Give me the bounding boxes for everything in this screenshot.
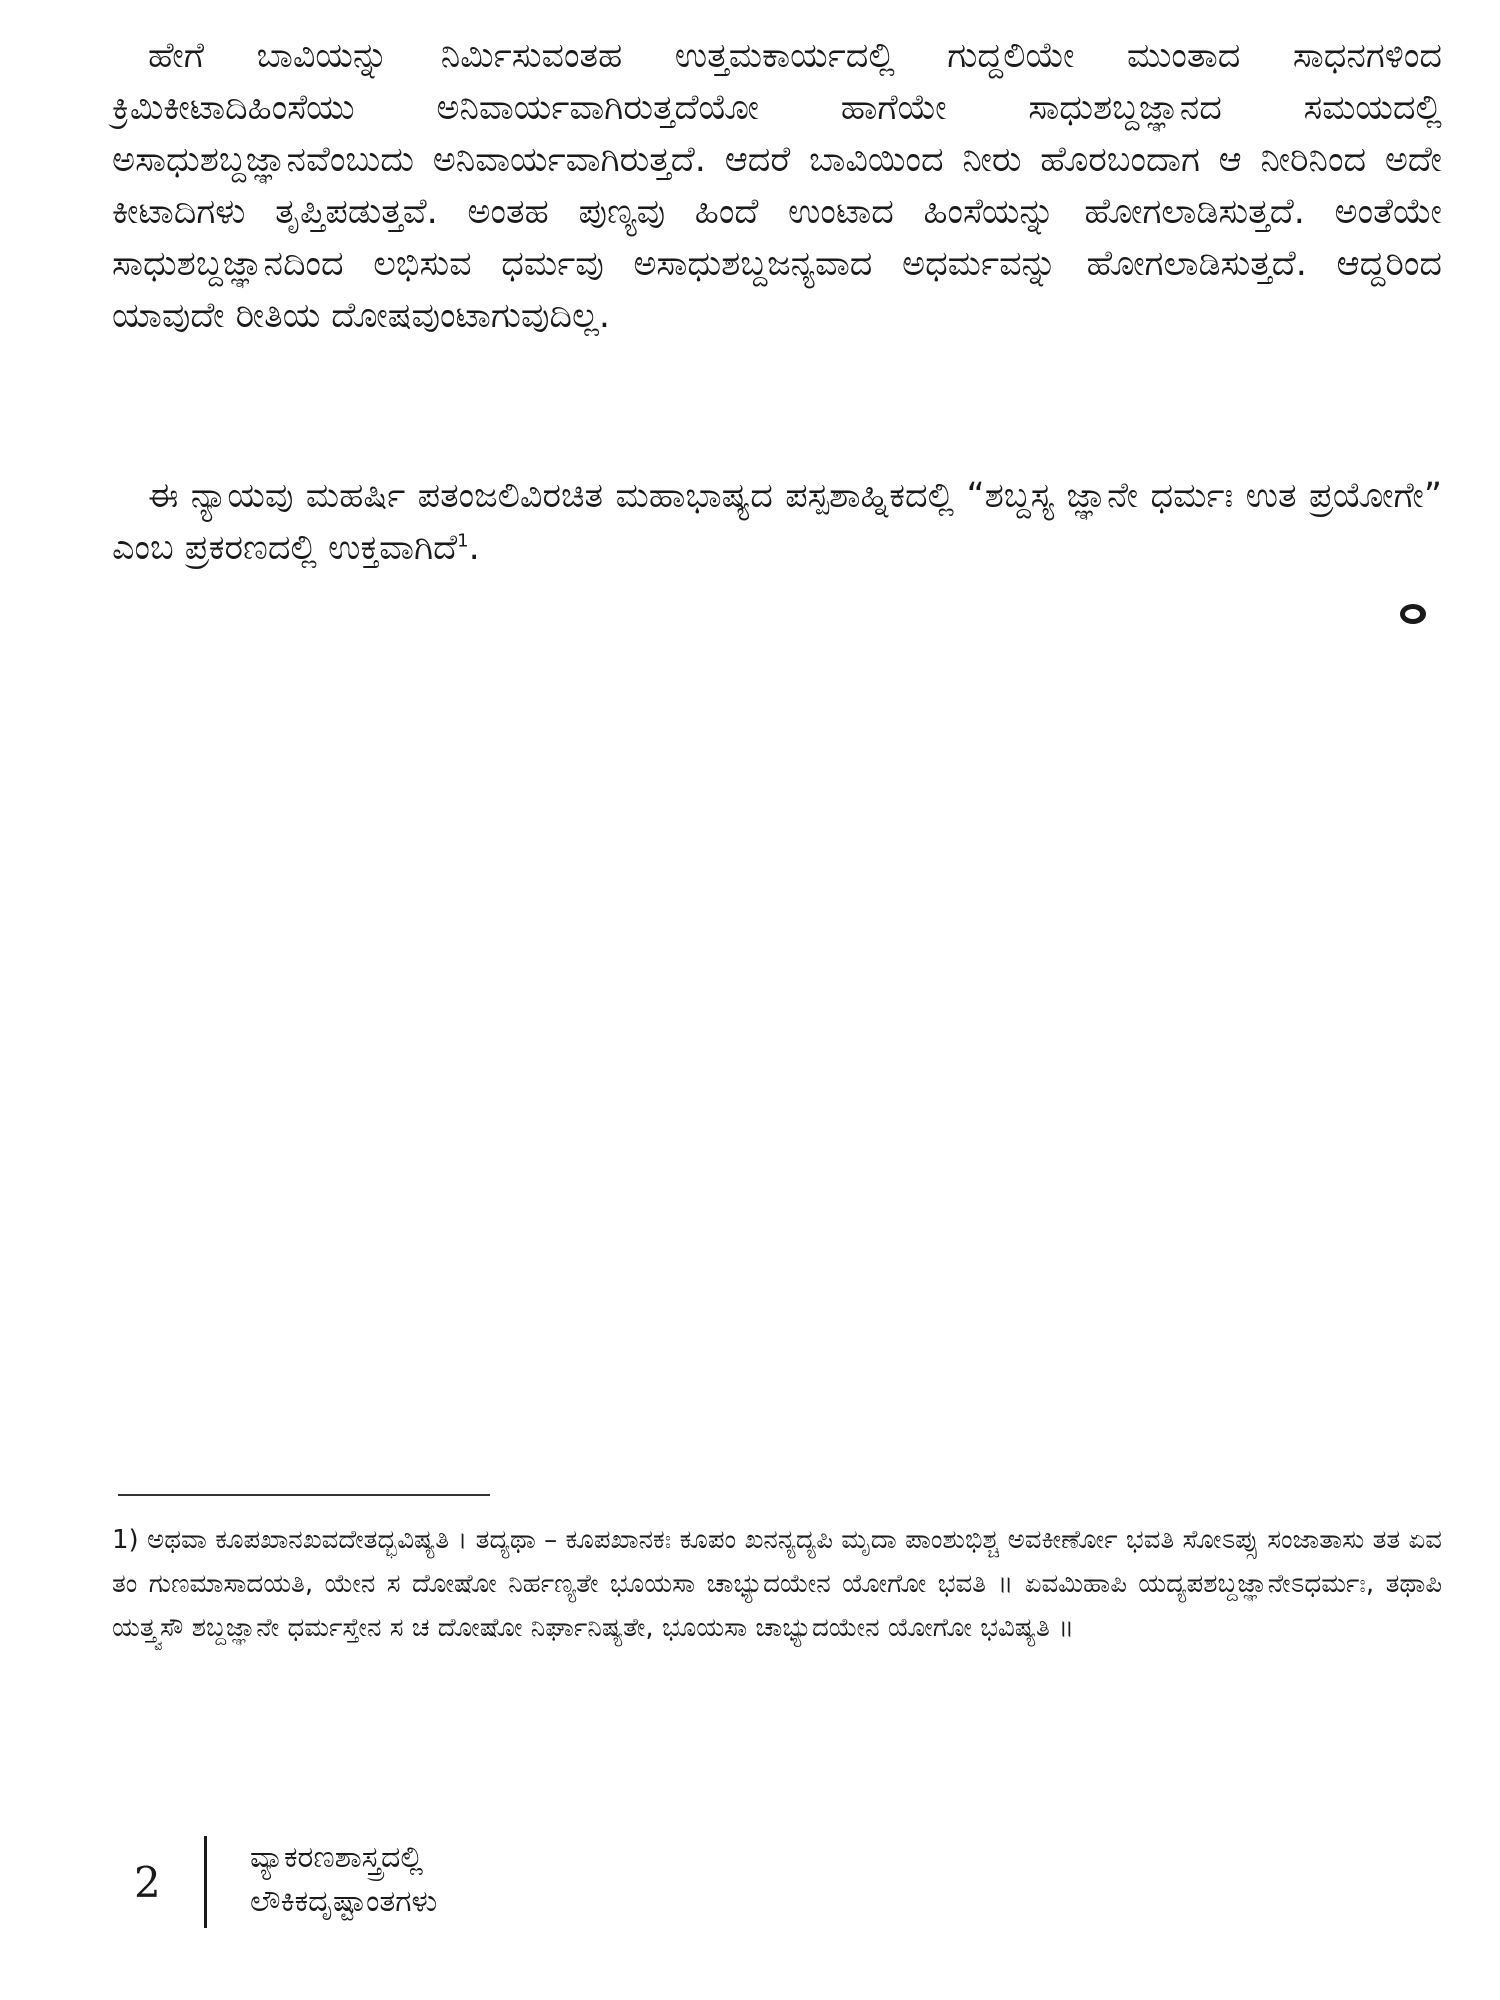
body-paragraph-2-text: ಈ ನ್ಯಾಯವು ಮಹರ್ಷಿ ಪತಂಜಲಿವಿರಚಿತ ಮಹಾಭಾಷ್ಯದ ಪಸ್ಪಶಾಹ್ನಿಕದಲ್ಲಿ “ಶಬ್ದಸ್ಯ ಜ್ಞಾನೇ ಧರ್ಮಃ ಉತ ಪ್ರಯೋಗೇ” ಎಂಬ ಪ್ರಕರಣದಲ್ಲಿ ಉಕ್ತವಾಗಿದೆ	[112, 476, 1442, 568]
folio-divider	[204, 1836, 207, 1928]
footnote-divider	[118, 1494, 490, 1496]
running-title	[250, 1836, 437, 1924]
body-paragraph-2	[112, 470, 1442, 574]
page-number: 2	[134, 1858, 161, 1907]
footnote-reference: 1	[457, 530, 469, 552]
footnote: 1) ಅಥವಾ ಕೂಪಖಾನಖವದೇತದ್ಭವಿಷ್ಯತಿ । ತದ್ಯಥಾ – ಕೂಪಖಾನಕಃ ಕೂಪಂ ಖನನ್ಯದ್ಯಪಿ ಮೃದಾ ಪಾಂಶುಭಿಶ್ಚ ಅವಕೀರ್ಣೋ ಭವತಿ ಸೋಽಪ್ಸು ಸಂಜಾತಾಸು ತತ ಏವ ತಂ ಗುಣಮಾಸಾದಯತಿ, ಯೇನ ಸ ದೋಷೋ ನಿರ್ಹಣ್ಯತೇ ಭೂಯಸಾ ಚಾಭ್ಯುದಯೇನ ಯೋಗೋ ಭವತಿ ॥ ಏವಮಿಹಾಪಿ ಯದ್ಯಪಶಬ್ದಜ್ಞಾನೇಽಧರ್ಮಃ, ತಥಾಪಿ ಯತ್ತ್ವಸೌ ಶಬ್ದಜ್ಞಾನೇ ಧರ್ಮಸ್ತೇನ ಸ ಚ ದೋಷೋ ನಿರ್ಘಾನಿಷ್ಯತೇ, ಭೂಯಸಾ ಚಾಭ್ಯುದಯೇನ ಯೋಗೋ ಭವಿಷ್ಯತಿ ॥	[112, 1525, 1442, 1643]
body-paragraph-2-end: .	[468, 528, 480, 568]
body-paragraph-1: ಹೇಗೆ ಬಾವಿಯನ್ನು ನಿರ್ಮಿಸುವಂತಹ ಉತ್ತಮಕಾರ್ಯದಲ್ಲಿ ಗುದ್ದಲಿಯೇ ಮುಂತಾದ ಸಾಧನಗಳಿಂದ ಕ್ರಿಮಿಕೀಟಾದಿಹಿಂಸೆಯು ಅನಿವಾರ್ಯವಾಗಿರುತ್ತದೆಯೋ ಹಾಗೆಯೇ ಸಾಧುಶಬ್ದಜ್ಞಾನದ ಸಮಯದಲ್ಲಿ ಅಸಾಧುಶಬ್ದಜ್ಞಾನವೆಂಬುದು ಅನಿವಾರ್ಯವಾಗಿರುತ್ತದೆ. ಆದರೆ ಬಾವಿಯಿಂದ ನೀರು ಹೊರಬಂದಾಗ ಆ ನೀರಿನಿಂದ ಅದೇ ಕೀಟಾದಿಗಳು ತೃಪ್ತಿಪಡುತ್ತವೆ. ಅಂತಹ ಪುಣ್ಯವು ಹಿಂದೆ ಉಂಟಾದ ಹಿಂಸೆಯನ್ನು ಹೋಗಲಾಡಿಸುತ್ತದೆ. ಅಂತೆಯೇ ಸಾಧುಶಬ್ದಜ್ಞಾನದಿಂದ ಲಭಿಸುವ ಧರ್ಮವು ಅಸಾಧುಶಬ್ದಜನ್ಯವಾದ ಅಧರ್ಮವನ್ನು ಹೋಗಲಾಡಿಸುತ್ತದೆ. ಆದ್ದರಿಂದ ಯಾವುದೇ ರೀತಿಯ ದೋಷವುಂಟಾಗುವುದಿಲ್ಲ.	[112, 36, 1442, 336]
running-title-line-1: ವ್ಯಾಕರಣಶಾಸ್ತ್ರದಲ್ಲಿ	[250, 1840, 424, 1875]
section-end-ornament-icon	[1400, 604, 1426, 624]
running-title-line-2: ಲೌಕಿಕದೃಷ್ಟಾಂತಗಳು	[250, 1884, 438, 1919]
